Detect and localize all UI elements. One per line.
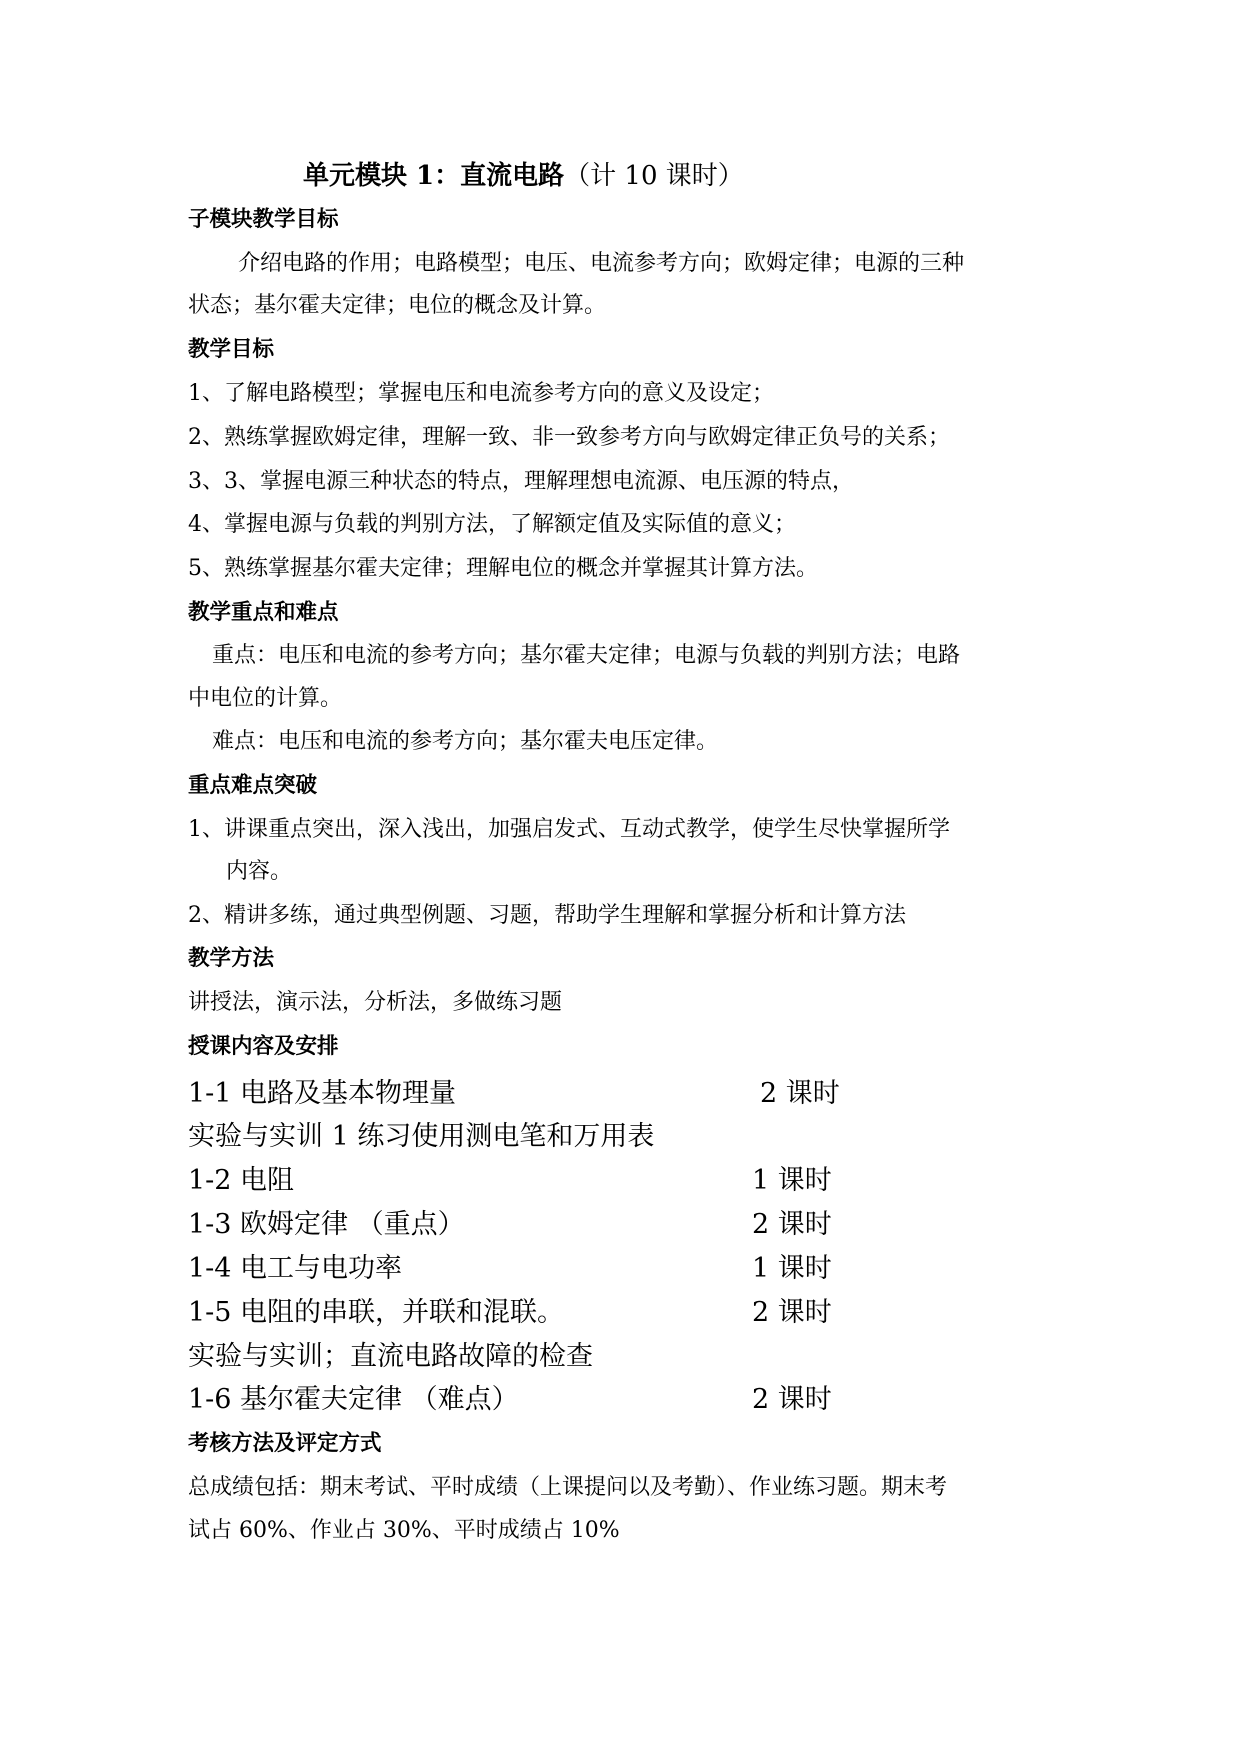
schedule-topic: 1-2 电阻 — [188, 1165, 295, 1196]
schedule-topic: 实验与实训；直流电路故障的检查 — [188, 1341, 593, 1372]
schedule-topic: 1-4 电工与电功率 — [188, 1253, 403, 1284]
breakthrough-item-1: 1、讲课重点突出，深入浅出，加强启发式、互动式教学，使学生尽快掌握所学 — [188, 817, 950, 842]
objectives-heading: 教学目标 — [188, 337, 275, 362]
page-title — [303, 158, 744, 194]
schedule-topic: 1-6 基尔霍夫定律 （难点） — [188, 1384, 519, 1415]
keypoints-text-line-1: 重点：电压和电流的参考方向；基尔霍夫定律；电源与负载的判别方法；电路 — [212, 643, 961, 668]
schedule-hours: 2 课时 — [752, 1297, 832, 1328]
objective-item: 2、熟练掌握欧姆定律，理解一致、非一致参考方向与欧姆定律正负号的关系； — [188, 425, 950, 450]
breakthrough-heading: 重点难点突破 — [188, 773, 318, 798]
breakthrough-item-1-cont: 内容。 — [226, 859, 293, 884]
objective-item: 4、掌握电源与负载的判别方法，了解额定值及实际值的意义； — [188, 512, 796, 537]
title-main: 单元模块 1：直流电路 — [303, 161, 565, 191]
objective-item: 5、熟练掌握基尔霍夫定律；理解电位的概念并掌握其计算方法。 — [188, 556, 818, 581]
schedule-hours: 1 课时 — [752, 1253, 832, 1284]
keypoints-heading: 教学重点和难点 — [188, 600, 339, 625]
keypoints-text-line-2: 中电位的计算。 — [188, 686, 343, 711]
schedule-hours: 2 课时 — [760, 1078, 840, 1109]
submodule-text-line-1: 介绍电路的作用；电路模型；电压、电流参考方向；欧姆定律；电源的三种 — [238, 251, 965, 276]
schedule-topic: 1-5 电阻的串联，并联和混联。 — [188, 1297, 565, 1328]
schedule-hours: 1 课时 — [752, 1165, 832, 1196]
schedule-topic: 1-1 电路及基本物理量 — [188, 1078, 457, 1109]
assessment-text-line-2: 试占 60%、作业占 30%、平时成绩占 10% — [188, 1518, 620, 1543]
schedule-hours: 2 课时 — [752, 1209, 832, 1240]
title-sub: （计 10 课时） — [564, 161, 744, 191]
difficulty-text: 难点：电压和电流的参考方向；基尔霍夫电压定律。 — [212, 729, 719, 754]
submodule-heading: 子模块教学目标 — [188, 207, 339, 232]
schedule-hours: 2 课时 — [752, 1384, 832, 1415]
assessment-heading: 考核方法及评定方式 — [188, 1431, 382, 1456]
schedule-topic: 实验与实训 1 练习使用测电笔和万用表 — [188, 1121, 655, 1152]
methods-heading: 教学方法 — [188, 946, 275, 971]
submodule-text-line-2: 状态；基尔霍夫定律；电位的概念及计算。 — [188, 293, 607, 318]
objective-item: 1、了解电路模型；掌握电压和电流参考方向的意义及设定； — [188, 381, 774, 406]
schedule-topic: 1-3 欧姆定律 （重点） — [188, 1209, 465, 1240]
methods-text: 讲授法，演示法，分析法，多做练习题 — [188, 990, 563, 1015]
objective-item: 3、3、掌握电源三种状态的特点，理解理想电流源、电压源的特点， — [188, 469, 854, 494]
breakthrough-item-2: 2、精讲多练，通过典型例题、习题，帮助学生理解和掌握分析和计算方法 — [188, 903, 906, 928]
schedule-heading: 授课内容及安排 — [188, 1034, 339, 1059]
assessment-text-line-1: 总成绩包括：期末考试、平时成绩（上课提问以及考勤）、作业练习题。期末考 — [188, 1475, 948, 1500]
